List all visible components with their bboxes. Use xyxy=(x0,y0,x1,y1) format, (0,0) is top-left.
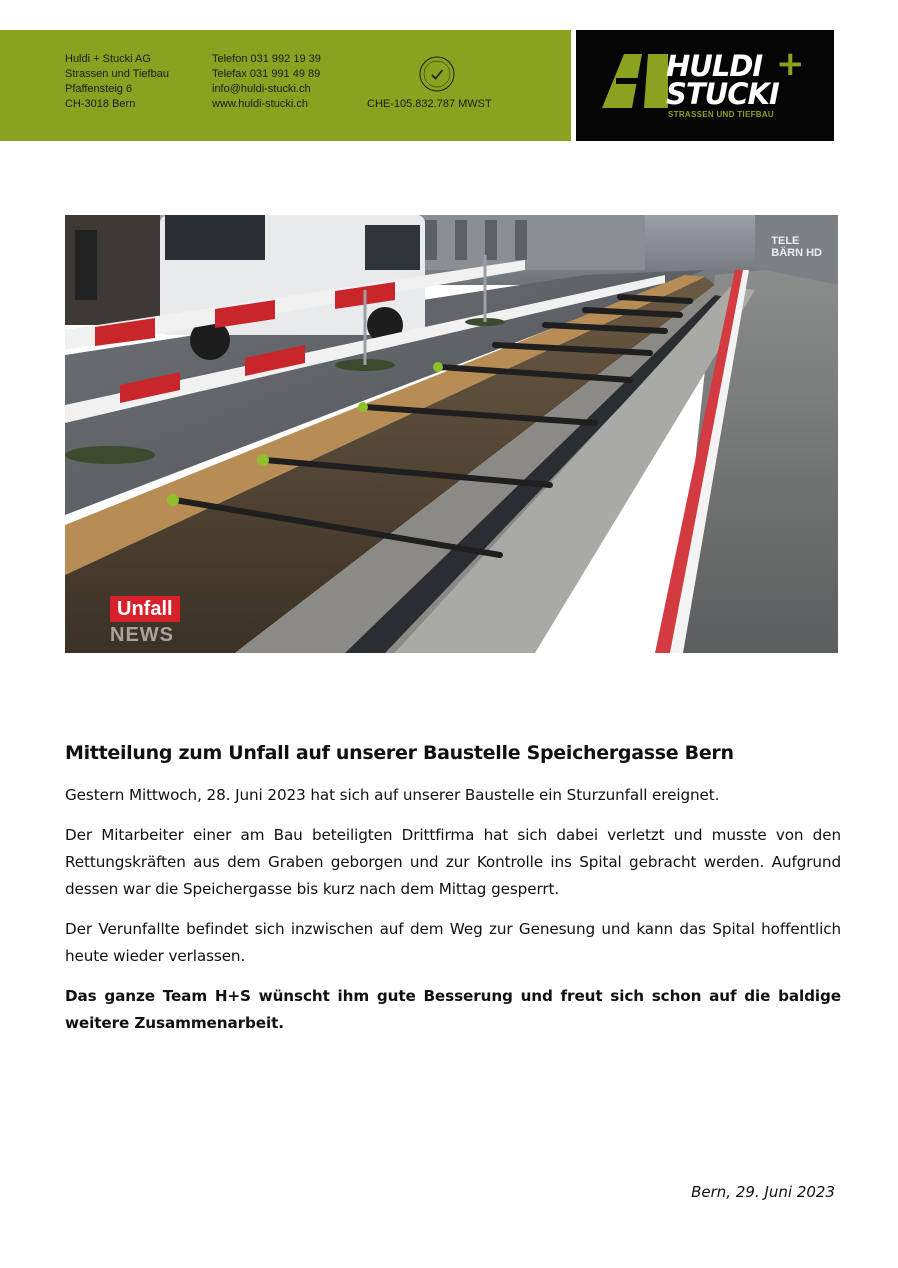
article-paragraph: Der Verunfallte befindet sich inzwischen auf dem Weg zur Genesung und kann das Spital hoffentlich heute wieder verlassen. xyxy=(65,920,841,965)
company-logo xyxy=(576,30,834,141)
article xyxy=(65,740,841,1050)
broadcaster-line2: BÄRN HD xyxy=(771,247,822,259)
logo-text-huldi: HULDI xyxy=(666,49,763,83)
logo-tagline: STRASSEN UND TIEFBAU xyxy=(668,110,775,119)
article-paragraph: Gestern Mittwoch, 28. Juni 2023 hat sich auf unserer Baustelle ein Sturzunfall ereignet. xyxy=(65,786,720,804)
dateline: Bern, 29. Juni 2023 xyxy=(691,1183,835,1201)
vat-number: CHE-105.832.787 MWST xyxy=(367,98,492,110)
company-email[interactable]: info@huldi-stucki.ch xyxy=(212,83,311,95)
news-badge-sub: NEWS xyxy=(110,624,174,646)
company-phone: Telefon 031 992 19 39 xyxy=(212,53,321,65)
company-street: Pfaffensteig 6 xyxy=(65,83,133,95)
company-contact xyxy=(212,52,321,112)
company-website[interactable]: www.huldi-stucki.ch xyxy=(212,98,308,110)
logo-text-stucki: STUCKI xyxy=(666,77,779,111)
trench-scene-illustration xyxy=(65,215,838,653)
news-badge-unfall: Unfall xyxy=(110,596,180,622)
letterhead-band xyxy=(0,30,571,141)
broadcaster-watermark xyxy=(771,235,822,259)
broadcaster-line1: TELE xyxy=(771,235,800,247)
certification-seal-icon xyxy=(419,56,455,92)
company-name: Huldi + Stucki AG xyxy=(65,53,151,65)
company-city: CH-3018 Bern xyxy=(65,98,136,110)
construction-site-photo xyxy=(65,215,838,653)
company-division: Strassen und Tiefbau xyxy=(65,68,169,80)
article-title: Mitteilung zum Unfall auf unserer Baustelle Speichergasse Bern xyxy=(65,742,734,764)
logo-plus: + xyxy=(776,44,805,84)
company-address xyxy=(65,52,169,112)
article-closing-paragraph: Das ganze Team H+S wünscht ihm gute Besserung und freut sich schon auf die baldige weitere Zusammenarbeit. xyxy=(65,987,841,1032)
company-fax: Telefax 031 991 49 89 xyxy=(212,68,321,80)
article-paragraph: Der Mitarbeiter einer am Bau beteiligten Drittfirma hat sich dabei verletzt und musste von den Rettungskräften aus dem Graben geborgen und zur Kontrolle ins Spital gebracht werden. Aufgrund dessen war die Speichergasse bis kurz nach dem Mittag gesperrt. xyxy=(65,826,841,898)
